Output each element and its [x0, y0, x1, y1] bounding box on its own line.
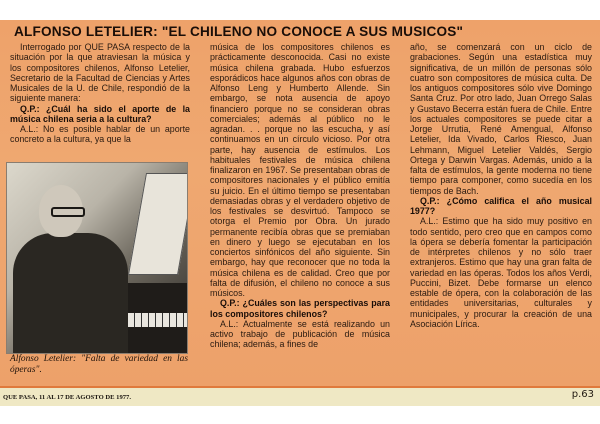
- question-1: Q.P.: ¿Cuál ha sido el aporte de la música chilena seria a la cultura?: [10, 103, 190, 124]
- answer-3: A.L.: Estimo que ha sido muy positivo en todo sentido, pero creo que en campos como la ópera se debería fomentar la participación de intérpretes chilenos y no sólo traer extranjeros. Estimo que hay una gran falta de variedad en las óperas. Todos los años Verdi, Puccini, Bizet. Debe formarse un elenco estable de ópera, con la colaboración de las entidades universitarias, culturales y municipales, y procurar la creación de una Asociación Lírica.: [410, 216, 592, 329]
- column-2: [210, 42, 390, 350]
- glasses: [51, 207, 85, 217]
- answer-1-continued: música de los compositores chilenos es prácticamente desconocida. Casi no existe música chilena grabada. Hubo esfuerzos esporádicos hace algunos años con obras de Alfonso Leng y Humberto Allende. Sin embargo, se nota ausencia de apoyo financiero porque no se consideran obras comerciales; además al público no le agradan. . . porque no las escucha, y así continuamos en un círculo vicioso. Por otra parte, hay ausencia de estímulos. Los habituales festivales de música chilena finalizaron en 1967. Se presentaban obras de compositores nacionales y el público emitía su juicio. En el último tiempo se presentaban demasiadas obras y el verdadero objetivo de los festivales se desvirtuó. Tampoco se otorga el Premio por Obra. Un jurado permanente recibía obras que se premiaban en dinero y luego se ejecutaban en los conciertos sinfónicos del año siguiente. Sin embargo, hay que reconocer que no toda la música chilena es de calidad. Creo que por falta de difusión, el chileno no conoce a sus músicos.: [210, 42, 390, 298]
- newspaper-clipping: [0, 20, 600, 386]
- headline: ALFONSO LETELIER: "EL CHILENO NO CONOCE A SUS MUSICOS": [14, 24, 464, 39]
- answer-1-start: A.L.: No es posible hablar de un aporte concreto a la cultura, ya que la: [10, 124, 190, 145]
- photo-caption: Alfonso Letelier: "Falta de variedad en las óperas".: [10, 354, 188, 375]
- question-2: Q.P.: ¿Cuáles son las perspectivas para los compositores chilenos?: [210, 298, 390, 319]
- music-stand: [128, 173, 188, 275]
- question-3: Q.P.: ¿Cómo califica el año musical 1977?: [410, 195, 592, 216]
- handwritten-page-number: p.63: [571, 389, 594, 400]
- column-1: [10, 42, 190, 145]
- answer-2-start: A.L.: Actualmente se está realizando un activo trabajo de publicación de música chilena; además, a fines de: [210, 318, 390, 350]
- publication-line: QUE PASA, 11 AL 17 DE AGOSTO DE 1977.: [3, 394, 131, 401]
- intro-paragraph: Interrogado por QUE PASA respecto de la situación por la que atraviesan la música y los compositores chilenos, Alfonso Letelier, Secretario de la Facultad de Ciencias y Artes Musicales de la U. de Chile, respondió de la siguiente manera:: [10, 42, 190, 104]
- photo-alfonso-letelier: [6, 162, 188, 354]
- man-body: [13, 233, 128, 353]
- column-3: [410, 42, 592, 329]
- footer-band: [0, 386, 600, 406]
- answer-2-continued: año, se comenzará con un ciclo de grabaciones. Según una estadística muy significativa, de un millón de personas sólo cuatro son compositores de música culta. De los antiguos compositores sólo vive Domingo Santa Cruz. Por otro lado, Juan Orrego Salas y Gustavo Becerra están fuera de Chile. Entre los actuales compositores se puede citar a Jorge Urrutia, René Amengual, Alfonso Letelier, Ida Vivado, Carlos Riesco, Juan Lehmann, Miguel Letelier Valdés, Sergio Ortega y Darwin Vargas. Además, unido a la falta de estímulos, la gente moderna no tiene tiempo para componer, como sucedía en los tiempos de Bach.: [410, 42, 592, 196]
